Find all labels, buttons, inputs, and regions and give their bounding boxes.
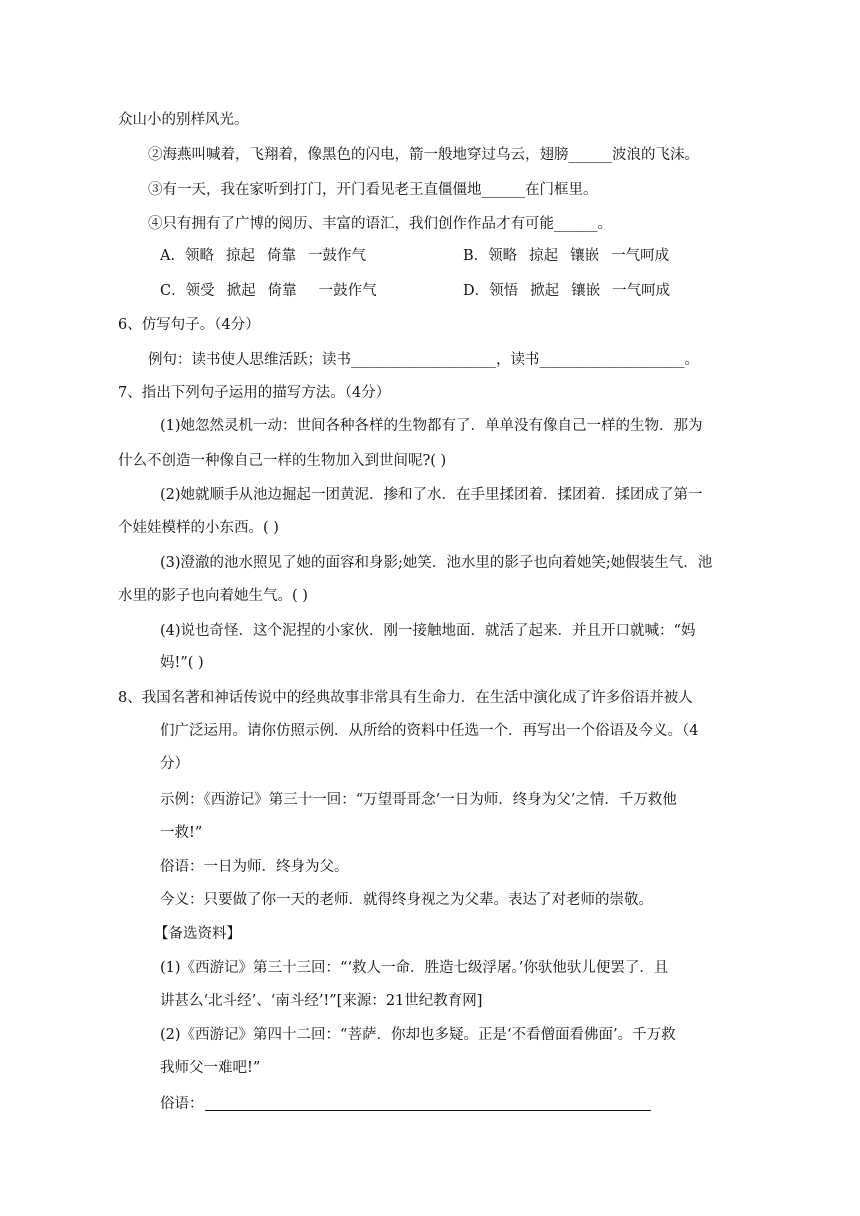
text-line: 众山小的别样风光。 xyxy=(118,112,249,128)
section-heading: 【备选资料】 xyxy=(154,926,241,942)
text-line: 们广泛运用。请你仿照示例．从所给的资料中任选一个．再写出一个俗语及今义。（4 xyxy=(160,723,699,739)
text-line: ④只有拥有了广博的阅历、丰富的语汇，我们创作作品才有可能______。 xyxy=(148,216,612,232)
option-d: D．领悟 掀起 镶嵌 一气呵成 xyxy=(463,283,671,299)
text-line: (4)说也奇怪．这个泥捏的小家伙．刚一接触地面．就活了起来．并且开口就喊：“妈 xyxy=(160,623,696,639)
option-b: B．领略 掠起 镶嵌 一气呵成 xyxy=(463,248,670,264)
text-line: 今义：只要做了你一天的老师．就得终身视之为父辈。表达了对老师的崇敬。 xyxy=(160,892,653,908)
text-line: 一救!” xyxy=(160,825,203,841)
text-line: (1)她忽然灵机一动：世间各种各样的生物都有了．单单没有像自己一样的生物．那为 xyxy=(160,418,703,434)
text-line: (2)《西游记》第四十二回：“菩萨．你却也多疑。正是‘不看僧面看佛面’。千万救 xyxy=(160,1027,676,1043)
answer-line[interactable] xyxy=(205,1110,651,1111)
text-line: 个娃娃模样的小东西。( ) xyxy=(118,520,279,536)
text-line: 例句：读书使人思维活跃；读书____________________，读书____________________。 xyxy=(148,352,699,368)
text-line: 水里的影子也向着她生气。( ) xyxy=(118,588,308,604)
question-8-heading: 8、我国名著和神话传说中的经典故事非常具有生命力．在生活中演化成了许多俗语并被人 xyxy=(118,690,693,706)
question-7-heading: 7、指出下列句子运用的描写方法。（4分） xyxy=(118,385,391,401)
option-a: A．领略 掠起 倚靠 一鼓作气 xyxy=(160,248,366,264)
text-line: 讲甚么‘北斗经’、‘南斗经’!”[来源：21世纪教育网] xyxy=(160,993,483,1009)
text-line: 示例：《西游记》第三十一回：“万望哥哥念‘一日为师．终身为父’之情．千万救他 xyxy=(160,792,677,808)
text-line: (3)澄澈的池水照见了她的面容和身影;她笑．池水里的影子也向着她笑;她假装生气．池 xyxy=(160,555,713,571)
text-line: 妈!”( ) xyxy=(160,655,204,671)
answer-label: 俗语： xyxy=(160,1096,204,1112)
text-line: ②海燕叫喊着，飞翔着，像黑色的闪电，箭一般地穿过乌云，翅膀______波浪的飞沫。 xyxy=(148,147,699,163)
text-line: 我师父一难吧!” xyxy=(160,1060,261,1076)
text-line: (1)《西游记》第三十三回：“‘救人一命．胜造七级浮屠。’你驮他驮儿便罢了．且 xyxy=(160,960,669,976)
text-line: ③有一天，我在家听到打门，开门看见老王直僵僵地______在门框里。 xyxy=(148,182,598,198)
option-c: C．领受 掀起 倚靠 一鼓作气 xyxy=(160,283,377,299)
text-line: (2)她就顺手从池边掘起一团黄泥．掺和了水．在手里揉团着．揉团着．揉团成了第一 xyxy=(160,487,703,503)
text-line: 分） xyxy=(160,756,189,772)
question-6-heading: 6、仿写句子。（4分） xyxy=(118,317,260,333)
text-line: 什么不创造一种像自己一样的生物加入到世间呢?( ) xyxy=(118,453,447,469)
text-line: 俗语：一日为师．终身为父。 xyxy=(160,859,349,875)
